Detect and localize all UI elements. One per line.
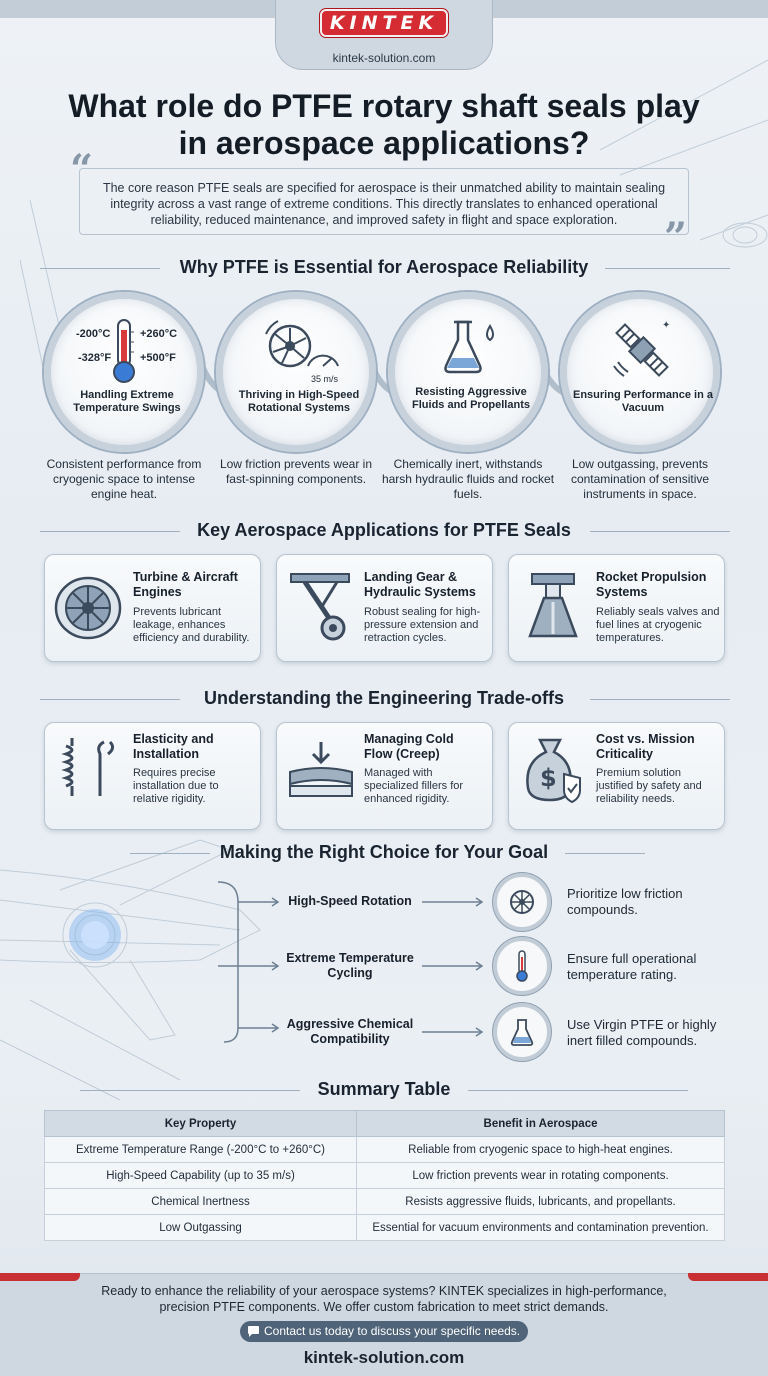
- why-label-vacuum: Ensuring Performance in a Vacuum: [573, 389, 713, 414]
- why-label-temperature: Handling Extreme Temperature Swings: [73, 389, 181, 414]
- flask-small-icon: [509, 1018, 535, 1046]
- speed-gauge-label: 35 m/s: [311, 374, 339, 384]
- section-title-summary: Summary Table: [317, 1079, 451, 1099]
- tradeoff-title-cost: Cost vs. Mission Criticality: [596, 732, 695, 761]
- table-row: [45, 1189, 725, 1215]
- application-title-engines: Turbine & Aircraft Engines: [133, 570, 238, 599]
- goal-label-speed: High-Speed Rotation: [288, 894, 412, 908]
- why-desc-temperature: Consistent performance from cryogenic space to intense engine heat.: [46, 457, 202, 501]
- intro-text: The core reason PTFE seals are specified for aerospace is their unmatched ability to maintain sealing integrity across a vast range of extreme conditions. This directly translates to enhanced operational reliability, reduced maintenance, and improved safety in flight and space exploration.: [102, 181, 666, 227]
- advice-temperature: Ensure full operational temperature rating.: [567, 951, 697, 982]
- tradeoff-desc-elasticity: Requires precise installation due to relative rigidity.: [133, 767, 219, 805]
- jet-engine-icon: [52, 575, 124, 641]
- footer-accent-left: [0, 1273, 80, 1281]
- section-title-choice: Making the Right Choice for Your Goal: [219, 842, 549, 862]
- tradeoff-desc-cost: Premium solution justified by safety and reliability needs.: [596, 767, 702, 805]
- summary-table: [44, 1110, 725, 1241]
- footer-text: Ready to enhance the reliability of your aerospace systems? KINTEK specializes in high-performance, precision PTFE components. We offer custom fabrication to meet strict demands.: [101, 1284, 667, 1314]
- tradeoff-title-cold-flow: Managing Cold Flow (Creep): [364, 732, 454, 761]
- why-desc-vacuum: Low outgassing, prevents contamination of sensitive instruments in space.: [570, 457, 710, 501]
- goal-label-temperature: Extreme Temperature Cycling: [286, 951, 414, 980]
- why-label-chemical: Resisting Aggressive Fluids and Propellants: [412, 386, 530, 411]
- application-title-landing-gear: Landing Gear & Hydraulic Systems: [364, 570, 476, 599]
- spring-wrench-icon: [60, 738, 120, 802]
- contact-button-label: Contact us today to discuss your specific needs.: [264, 1324, 521, 1338]
- tradeoff-desc-cold-flow: Managed with specialized fillers for enhanced rigidity.: [364, 767, 464, 805]
- table-row: [45, 1137, 725, 1163]
- cold-flow-icon: [288, 740, 354, 800]
- why-label-speed: Thriving in High-Speed Rotational Systems: [238, 389, 360, 414]
- table-cell: High-Speed Capability (up to 35 m/s): [45, 1163, 357, 1189]
- thermometer-icon: [110, 318, 138, 384]
- why-desc-chemical: Chemically inert, withstands harsh hydraulic fluids and rocket fuels.: [381, 457, 555, 501]
- table-header-row: [45, 1111, 725, 1137]
- open-quote-icon: “: [70, 146, 94, 193]
- temp-high-f: +500°F: [140, 352, 176, 364]
- table-header-property: Key Property: [45, 1111, 357, 1137]
- satellite-icon: [610, 318, 674, 382]
- svg-text:✦: ✦: [662, 320, 671, 331]
- page-title: What role do PTFE rotary shaft seals play in aerospace applications?: [68, 88, 700, 161]
- temp-low-c: -200°C: [76, 328, 111, 340]
- table-cell: Essential for vacuum environments and contamination prevention.: [357, 1215, 725, 1241]
- application-desc-landing-gear: Robust sealing for high-pressure extension and retraction cycles.: [364, 606, 481, 644]
- flask-icon: [440, 318, 500, 374]
- advice-chemical: Use Virgin PTFE or highly inert filled compounds.: [567, 1017, 717, 1048]
- money-bag-shield-icon: [520, 736, 588, 804]
- rocket-nozzle-icon: [526, 572, 580, 642]
- turbine-icon: [509, 889, 535, 915]
- svg-text:$: $: [540, 764, 557, 792]
- table-row: [45, 1215, 725, 1241]
- site-url-top[interactable]: kintek-solution.com: [332, 51, 436, 65]
- section-title-applications: Key Aerospace Applications for PTFE Seals: [197, 520, 571, 540]
- table-header-benefit: Benefit in Aerospace: [357, 1111, 725, 1137]
- landing-gear-icon: [285, 572, 355, 642]
- kintek-logo[interactable]: KINTEK: [320, 9, 448, 37]
- advice-speed: Prioritize low friction compounds.: [567, 886, 683, 917]
- table-cell: Extreme Temperature Range (-200°C to +260°C): [45, 1137, 357, 1163]
- section-title-tradeoffs: Understanding the Engineering Trade-offs: [203, 688, 565, 708]
- temp-high-c: +260°C: [140, 328, 178, 340]
- close-quote-icon: ”: [664, 214, 688, 261]
- tradeoff-title-elasticity: Elasticity and Installation: [133, 732, 214, 761]
- temp-low-f: -328°F: [78, 352, 112, 364]
- why-desc-speed: Low friction prevents wear in fast-spinning components.: [219, 457, 373, 486]
- table-cell: Reliable from cryogenic space to high-heat engines.: [357, 1137, 725, 1163]
- thermometer-small-icon: [514, 950, 530, 982]
- application-desc-rocket: Reliably seals valves and fuel lines at cryogenic temperatures.: [596, 606, 720, 644]
- goal-label-chemical: Aggressive Chemical Compatibility: [286, 1017, 414, 1046]
- section-title-why: Why PTFE is Essential for Aerospace Reliability: [179, 257, 589, 277]
- table-cell: Chemical Inertness: [45, 1189, 357, 1215]
- footer-accent-right: [688, 1273, 768, 1281]
- table-row: [45, 1163, 725, 1189]
- chat-bubble-icon: [247, 1325, 260, 1338]
- table-cell: Low Outgassing: [45, 1215, 357, 1241]
- table-cell: Low friction prevents wear in rotating components.: [357, 1163, 725, 1189]
- application-title-rocket: Rocket Propulsion Systems: [596, 570, 707, 599]
- table-cell: Resists aggressive fluids, lubricants, and propellants.: [357, 1189, 725, 1215]
- contact-button[interactable]: [240, 1321, 528, 1342]
- site-url-bottom[interactable]: kintek-solution.com: [303, 1348, 465, 1367]
- application-desc-engines: Prevents lubricant leakage, enhances efficiency and durability.: [133, 606, 250, 644]
